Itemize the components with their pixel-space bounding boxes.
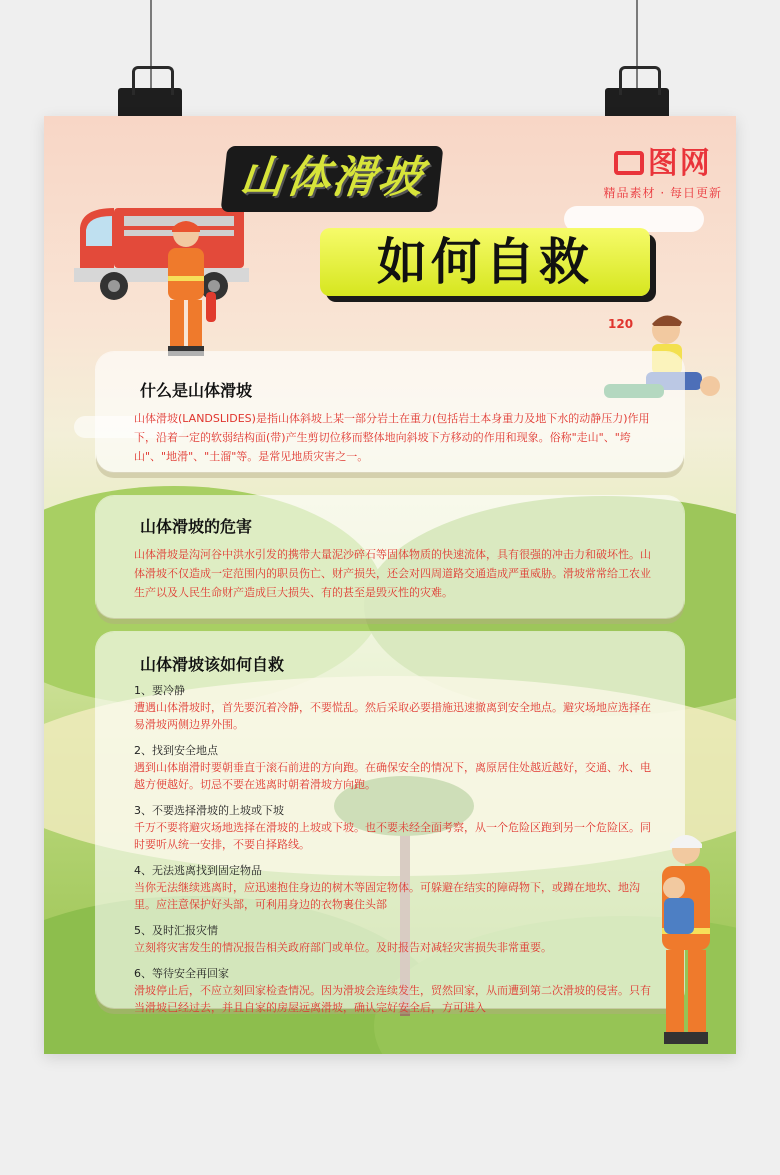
step-desc: 千万不要将避灾场地选择在滑坡的上坡或下坡。也不要未经全面考察，从一个危险区跑到另一个危险区。同时要听从统一安排，不要自择路线。 [134, 821, 651, 851]
rescuer-carrying-child-illustration [640, 828, 730, 1048]
step-title: 6、等待安全再回家 [134, 967, 229, 980]
badge-120: 120 [608, 317, 634, 331]
rescue-step [134, 966, 658, 1016]
firefighter-illustration [148, 214, 224, 364]
section-heading: 山体滑坡该如何自救 [140, 655, 285, 674]
step-title: 2、找到安全地点 [134, 744, 218, 757]
rescue-step [134, 923, 658, 956]
title-line-2: 如何自救 [320, 228, 650, 296]
step-title: 5、及时汇报灾情 [134, 924, 218, 937]
brand-tagline: 精品素材 · 每日更新 [603, 186, 722, 200]
rescue-step [134, 683, 658, 733]
rescue-step [134, 803, 658, 853]
section-body: 山体滑坡是沟河谷中洪水引发的携带大量泥沙碎石等固体物质的快速流体，具有很强的冲击力和破坏性。山体滑坡不仅造成一定范围内的职员伤亡、财产损失，还会对四周道路交通造成严重威胁。滑坡常常给工农业生产以及人民生命财产造成巨大损失、有的甚至是毁灭性的灾难。 [134, 548, 651, 599]
section-body: 山体滑坡(LANDSLIDES)是指山体斜坡上某一部分岩土在重力(包括岩土本身重力及地下水的动静压力)作用下，沿着一定的软弱结构面(带)产生剪切位移而整体地向斜坡下方移动的作用和现象。俗称"走山"、"垮山"、"地滑"、"土溜"等。是常见地质灾害之一。 [134, 412, 650, 463]
step-title: 3、不要选择滑坡的上坡或下坡 [134, 804, 284, 817]
section-heading: 山体滑坡的危害 [140, 517, 253, 536]
rescue-step [134, 863, 658, 913]
title-line-1: 山体滑坡 [221, 146, 444, 212]
section-what-is-landslide [96, 352, 684, 472]
section-landslide-hazards [96, 496, 684, 618]
brand-name: 图网 [604, 138, 722, 182]
step-desc: 当你无法继续逃离时，应迅速抱住身边的树木等固定物体。可躲避在结实的障碍物下，或蹲在地坎、地沟里。应注意保护好头部，可利用身边的衣物裹住头部 [134, 881, 640, 911]
section-self-rescue [96, 632, 684, 1014]
section-heading: 什么是山体滑坡 [140, 381, 253, 400]
brand-logo [604, 138, 722, 201]
step-title: 1、要冷静 [134, 684, 185, 697]
step-title: 4、无法逃离找到固定物品 [134, 864, 262, 877]
brand-mark-icon [614, 151, 644, 175]
step-desc: 遭遇山体滑坡时，首先要沉着冷静，不要慌乱。然后采取必要措施迅速撤离到安全地点。避灾场地应选择在易滑坡两侧边界外围。 [134, 701, 651, 731]
step-desc: 滑坡停止后，不应立刻回家检查情况。因为滑坡会连续发生，贸然回家，从而遭到第二次滑坡的侵害。只有当滑坡已经过去，并且自家的房屋远离滑坡，确认完好安全后，方可进入 [134, 984, 651, 1014]
step-desc: 遇到山体崩滑时要朝垂直于滚石前进的方向跑。在确保安全的情况下，离原居住处越近越好，交通、水、电越方便越好。切忌不要在逃离时朝着滑坡方向跑。 [134, 761, 651, 791]
step-desc: 立刻将灾害发生的情况报告相关政府部门或单位。及时报告对减轻灾害损失非常重要。 [134, 941, 552, 954]
rescue-step [134, 743, 658, 793]
poster [44, 116, 736, 1054]
